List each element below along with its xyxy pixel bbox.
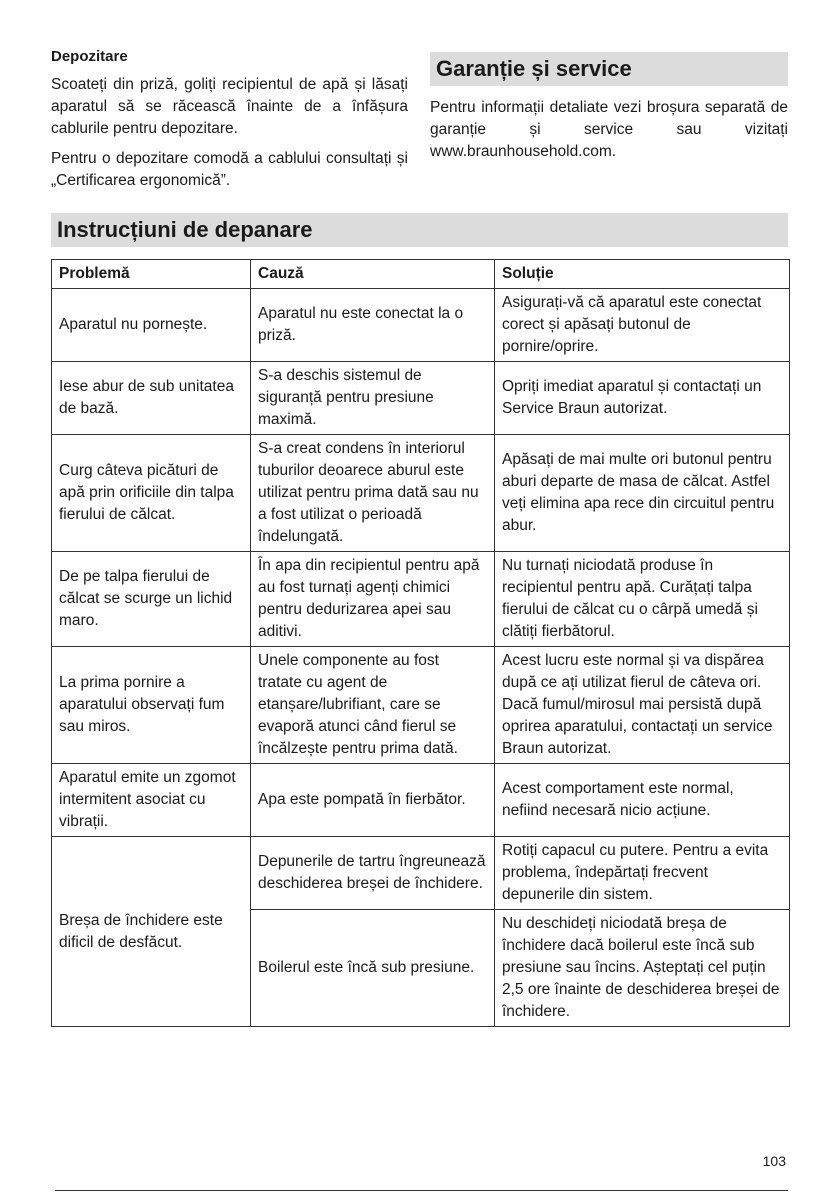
solution-cell: Nu deschideți niciodată breșa de închidere dacă boilerul este încă sub presiune sau încins. Așteptați cel puțin 2,5 ore înainte de deschiderea breșei de închidere.	[495, 910, 790, 1027]
header-solution: Soluție	[495, 260, 790, 289]
problem-cell: De pe talpa fierului de călcat se scurge un lichid maro.	[52, 552, 251, 647]
solution-cell: Asigurați-vă că aparatul este conectat corect și apăsați butonul de pornire/oprire.	[495, 289, 790, 362]
footer-divider	[55, 1190, 788, 1191]
cause-cell: Boilerul este încă sub presiune.	[251, 910, 495, 1027]
storage-title: Depozitare	[51, 48, 128, 65]
solution-cell: Opriți imediat aparatul și contactați un Service Braun autorizat.	[495, 362, 790, 435]
header-cause: Cauză	[251, 260, 495, 289]
problem-cell: Aparatul emite un zgomot intermitent asociat cu vibrații.	[52, 764, 251, 837]
warranty-section	[430, 52, 788, 171]
problem-cell: La prima pornire a aparatului observați fum sau miros.	[52, 647, 251, 764]
problem-cell: Iese abur de sub unitatea de bază.	[52, 362, 251, 435]
storage-paragraph-2: Pentru o depozitare comodă a cablului consultați și „Certificarea ergonomică”.	[51, 150, 408, 189]
problem-cell: Aparatul nu pornește.	[52, 289, 251, 362]
table-row	[52, 435, 790, 552]
solution-cell: Apăsați de mai multe ori butonul pentru aburi departe de masa de călcat. Astfel veți elimina apa rece din circuitul pentru abur.	[495, 435, 790, 552]
page-number: 103	[762, 1153, 786, 1169]
table-row	[52, 837, 790, 910]
cause-cell: În apa din recipientul pentru apă au fost turnați agenți chimici pentru dedurizarea apei sau aditivi.	[251, 552, 495, 647]
solution-cell: Nu turnați niciodată produse în recipientul pentru apă. Curățați talpa fierului de călcat cu o cârpă umedă și clătiți fierbătorul.	[495, 552, 790, 647]
cause-cell: Depunerile de tartru îngreunează deschiderea breșei de închidere.	[251, 837, 495, 910]
header-problem: Problemă	[52, 260, 251, 289]
troubleshooting-title: Instrucțiuni de depanare	[51, 213, 788, 247]
table-row	[52, 764, 790, 837]
solution-cell: Acest lucru este normal și va dispărea după ce ați utilizat fierul de câteva ori. Dacă fumul/mirosul mai persistă după oprirea aparatului, contactați un service Braun autorizat.	[495, 647, 790, 764]
cause-cell: S-a deschis sistemul de siguranță pentru presiune maximă.	[251, 362, 495, 435]
solution-cell: Rotiți capacul cu putere. Pentru a evita problema, îndepărtați frecvent depunerile din sistem.	[495, 837, 790, 910]
table-header-row	[52, 260, 790, 289]
cause-cell: Aparatul nu este conectat la o priză.	[251, 289, 495, 362]
warranty-paragraph: Pentru informații detaliate vezi broșura separată de garanție și service sau vizitați www.braunhousehold.com.	[430, 99, 788, 160]
cause-cell: Unele componente au fost tratate cu agent de etanșare/lubrifiant, care se evaporă atunci când fierul se încălzește pentru prima dată.	[251, 647, 495, 764]
storage-paragraph-1: Scoateți din priză, goliți recipientul de apă și lăsați aparatul să se răcească înainte de a înfășura cablurile pentru depozitare.	[51, 76, 408, 137]
table-row	[52, 362, 790, 435]
cause-cell: S-a creat condens în interiorul tuburilor deoarece aburul este utilizat pentru prima dată sau nu a fost utilizat o perioadă îndelungată.	[251, 435, 495, 552]
table-row	[52, 289, 790, 362]
table-row	[52, 647, 790, 764]
problem-cell: Curg câteva picături de apă prin orificiile din talpa fierului de călcat.	[52, 435, 251, 552]
storage-section	[51, 48, 408, 200]
solution-cell: Acest comportament este normal, nefiind necesară nicio acțiune.	[495, 764, 790, 837]
cause-cell: Apa este pompată în fierbător.	[251, 764, 495, 837]
troubleshooting-table	[51, 259, 790, 1027]
problem-cell: Breșa de închidere este dificil de desfăcut.	[52, 837, 251, 1027]
warranty-title: Garanție și service	[430, 52, 788, 86]
table-row	[52, 552, 790, 647]
